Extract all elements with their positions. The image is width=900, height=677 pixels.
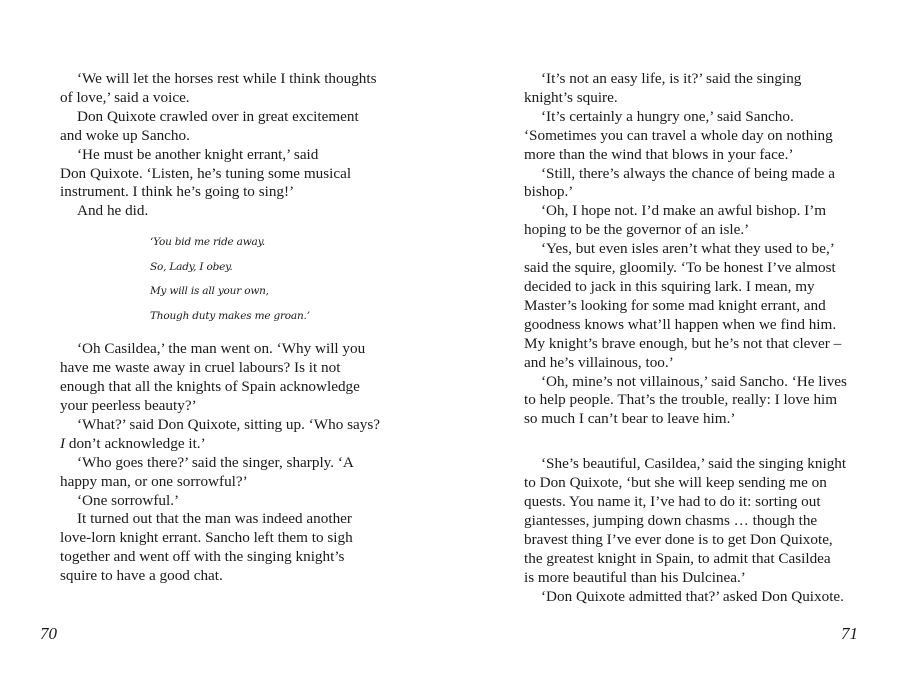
page-number-left: 70 (40, 624, 57, 643)
paragraph: ‘She’s beautiful, Casildea,’ said the singing knight to Don Quixote, ‘but she will keep sending me on quests. You name it, I’ve had to do it: sorting out giantesses, jumping down chasms … though the bravest thing I’ve ever done is to get Don Quixote, the greatest knight in Spain, to admit that Casildea is more beautiful than his Dulcinea.’ (524, 455, 847, 586)
paragraph: ‘It’s not an easy life, is it?’ said the singing knight’s squire. (524, 70, 802, 106)
paragraph: ‘Don Quixote admitted that?’ asked Don Quixote. (541, 587, 844, 605)
emphasis-word: I (60, 434, 66, 452)
paragraph: And he did. (77, 202, 149, 220)
paragraph: ‘Who goes there?’ said the singer, sharply. ‘A happy man, or one sorrowful?’ (60, 453, 354, 490)
paragraph: ‘Still, there’s always the chance of being made a bishop.’ (524, 164, 835, 201)
verse-line: So, Lady, I obey. (150, 260, 233, 273)
page-number-right: 71 (841, 624, 858, 643)
right-page (524, 70, 869, 606)
continuation-text: don’t acknowledge it.’ (65, 434, 206, 452)
paragraph: It turned out that the man was indeed another love-lorn knight errant. Sancho left them to sigh together and went off with the singing knight’s squire to have a good chat. (60, 510, 353, 585)
paragraph: ‘Oh Casildea,’ the man went on. ‘Why will you have me waste away in cruel labours? Is it not enough that all the knights of Spain acknowledge your peerless beauty?’ (60, 340, 366, 414)
left-page (60, 70, 405, 586)
song-verse (60, 230, 405, 328)
paragraph: ‘One sorrowful.’ (77, 491, 180, 509)
verse-line: ‘You bid me ride away. (150, 236, 266, 249)
paragraph: Don Quixote crawled over in great excitement and woke up Sancho. (60, 107, 359, 144)
section-break (524, 429, 869, 455)
paragraph: ‘It’s certainly a hungry one,’ said Sancho. ‘Sometimes you can travel a whole day on nothing more than the wind that blows in your face.’ (524, 107, 833, 163)
paragraph: ‘What?’ said Don Quixote, sitting up. ‘Who says? (77, 415, 380, 433)
paragraph: ‘Yes, but even isles aren’t what they used to be,’ said the squire, gloomily. ‘To be honest I’ve almost decided to jack in this squiring lark. I mean, my Master’s looking for some mad knight errant, and goodness knows what’ll happen when we find him. My knight’s brave enough, but he’s not that clever – and he’s villainous, too.’ (524, 240, 842, 371)
verse-line: Though duty makes me groan.’ (150, 309, 310, 322)
paragraph: ‘He must be another knight errant,’ said Don Quixote. ‘Listen, he’s tuning some musical instrument. I think he’s going to sing!’ (60, 145, 352, 201)
paragraph: ‘Oh, I hope not. I’d make an awful bishop. I’m hoping to be the governor of an isle.’ (524, 202, 827, 239)
paragraph-continuation (60, 435, 405, 454)
paragraph: ‘We will let the horses rest while I think thoughts of love,’ said a voice. (60, 70, 377, 106)
paragraph: ‘Oh, mine’s not villainous,’ said Sancho. ‘He lives to help people. That’s the trouble, really: I love him so much I can’t bear to leave him.’ (524, 372, 847, 428)
verse-line: My will is all your own, (150, 285, 269, 298)
